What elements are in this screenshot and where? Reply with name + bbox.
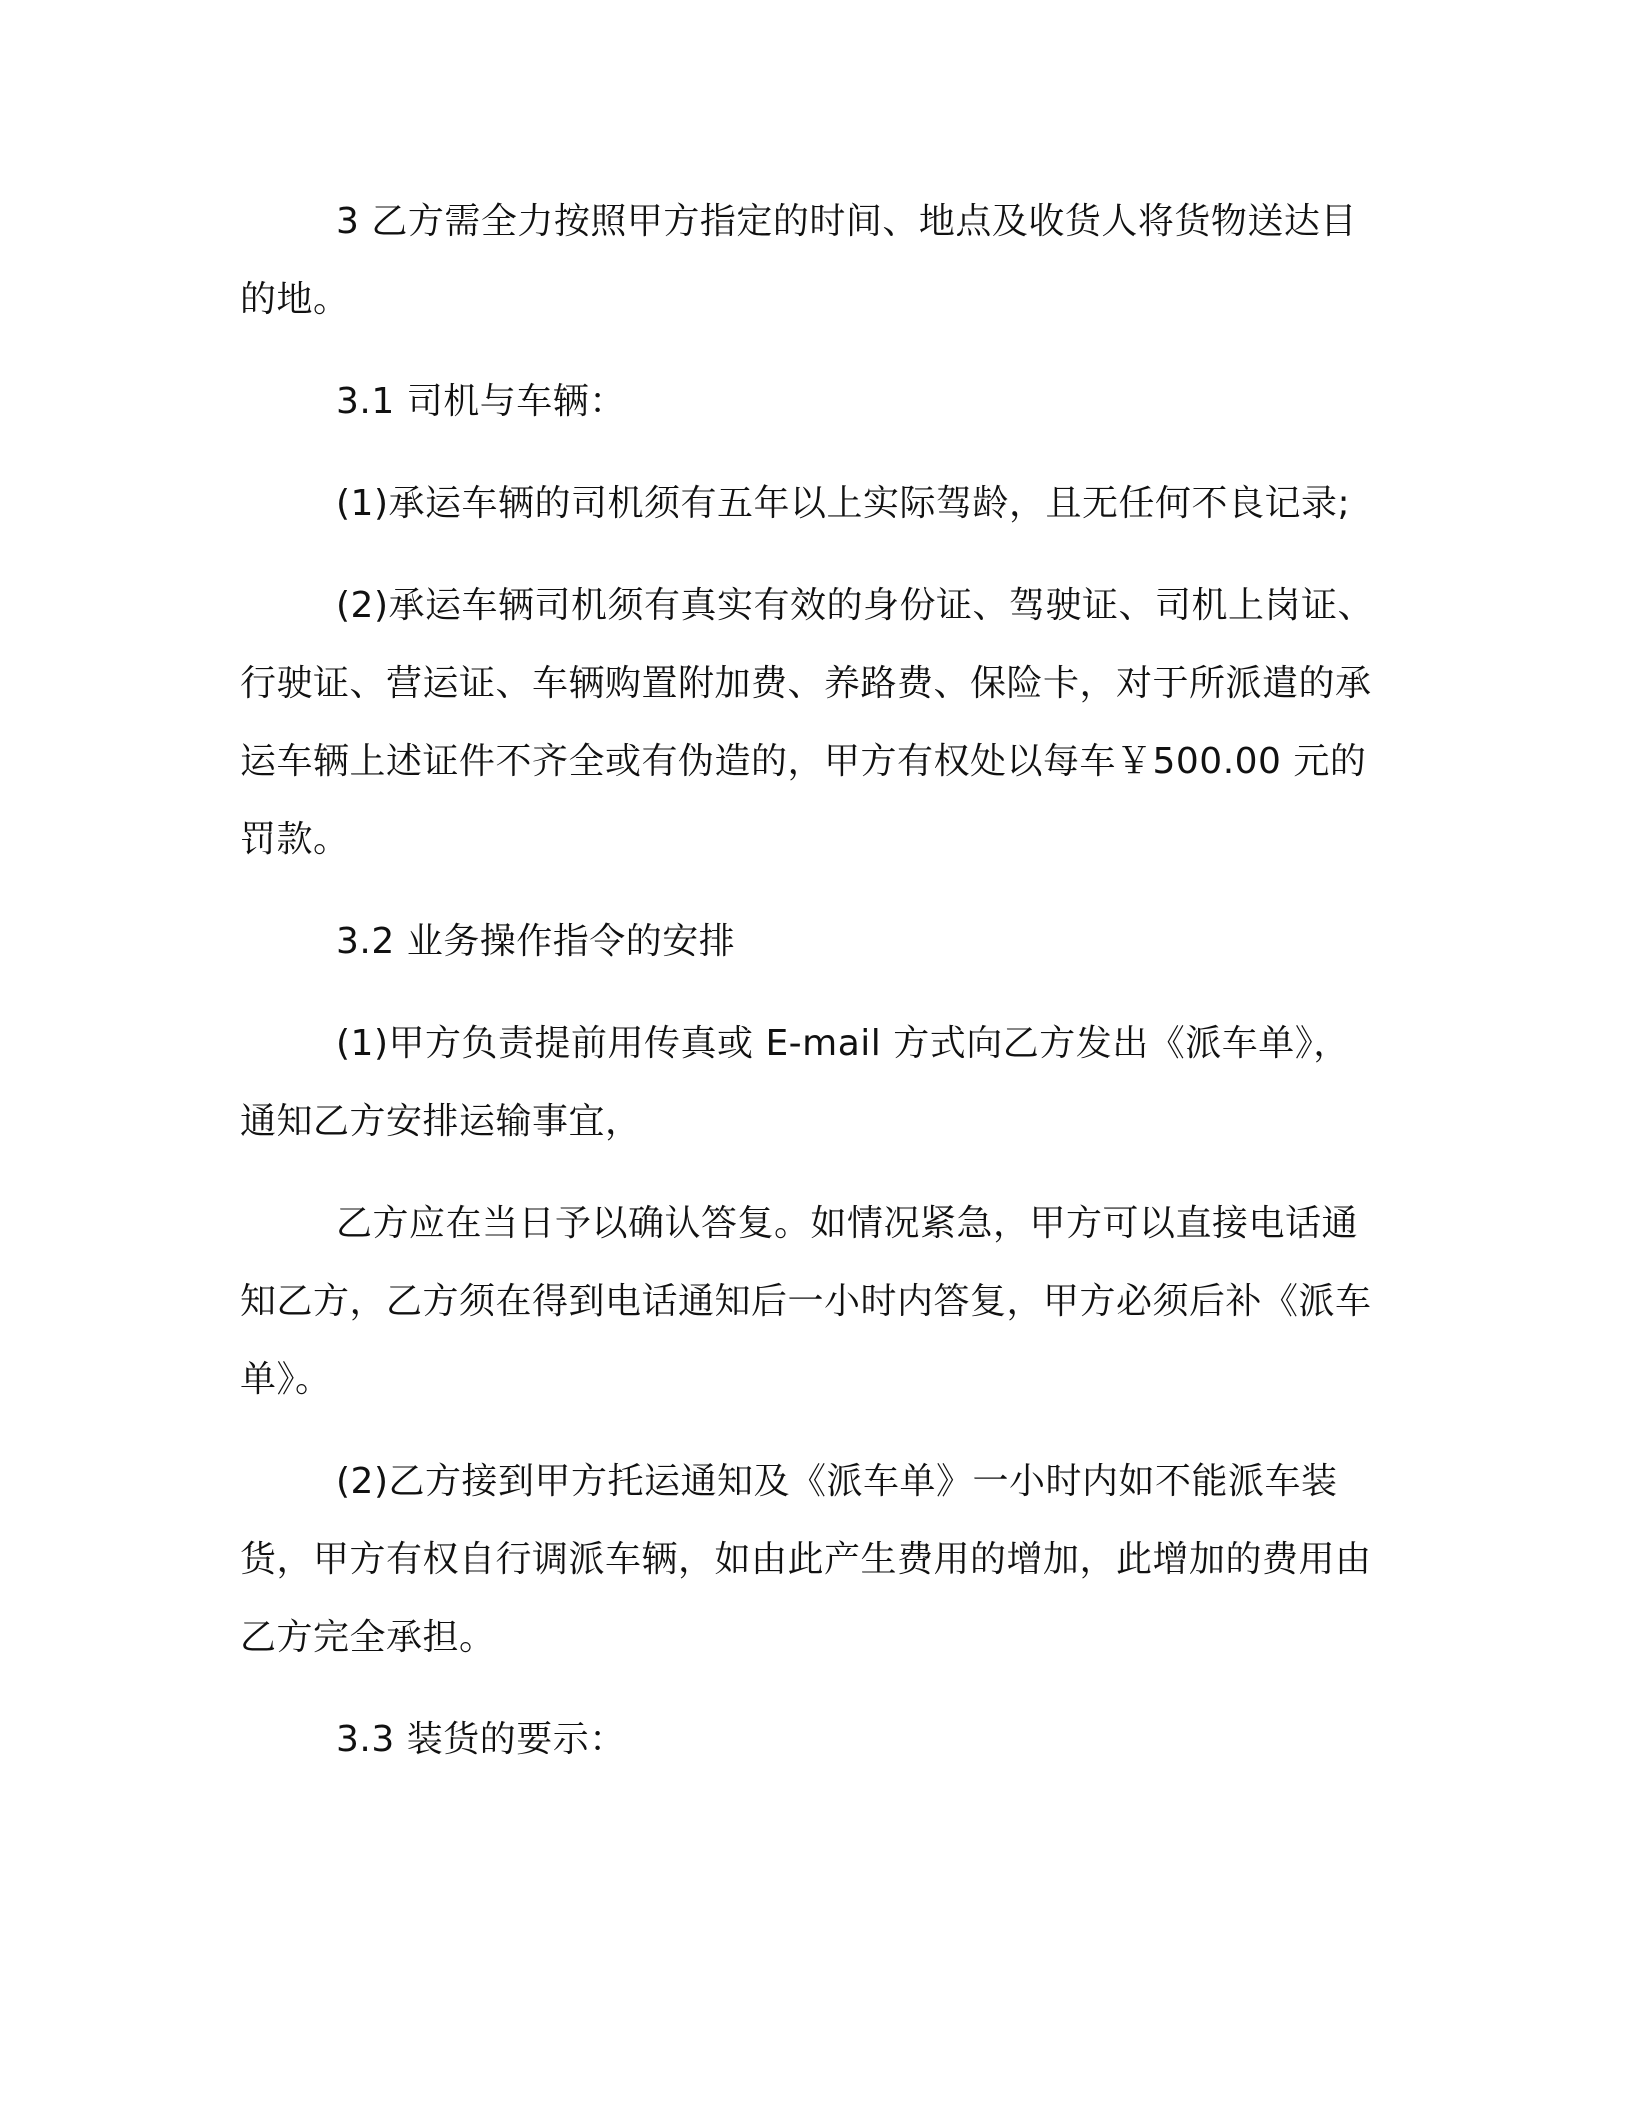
clause-3-2-item-1: (1)甲方负责提前用传真或 E-mail 方式向乙方发出《派车单》，通知乙方安排运输事宜， — [240, 1023, 1350, 1142]
clause-3-1-item-2: (2)承运车辆司机须有真实有效的身份证、驾驶证、司机上岗证、行驶证、营运证、车辆购置附加费、养路费、保险卡，对于所派遣的承运车辆上述证件不齐全或有伪造的，甲方有权处以每车￥500.00 元的罚款。 — [240, 585, 1374, 860]
clause-3-1-item-1: (1)承运车辆的司机须有五年以上实际驾龄，且无任何不良记录; — [336, 483, 1351, 524]
document-body — [240, 183, 1380, 1779]
clause-3-2-item-1-continued: 乙方应在当日予以确认答复。如情况紧急，甲方可以直接电话通知乙方，乙方须在得到电话通知后一小时内答复，甲方必须后补《派车单》。 — [240, 1203, 1372, 1400]
clause-3-delivery: 3 乙方需全力按照甲方指定的时间、地点及收货人将货物送达目的地。 — [240, 201, 1357, 320]
clause-3-1-heading: 3.1 司机与车辆： — [336, 381, 626, 422]
clause-3-2-heading: 3.2 业务操作指令的安排 — [336, 921, 736, 962]
clause-3-2-item-2: (2)乙方接到甲方托运通知及《派车单》一小时内如不能派车装货，甲方有权自行调派车辆，如由此产生费用的增加，此增加的费用由乙方完全承担。 — [240, 1461, 1372, 1658]
clause-3-3-heading: 3.3 装货的要示： — [336, 1719, 626, 1760]
